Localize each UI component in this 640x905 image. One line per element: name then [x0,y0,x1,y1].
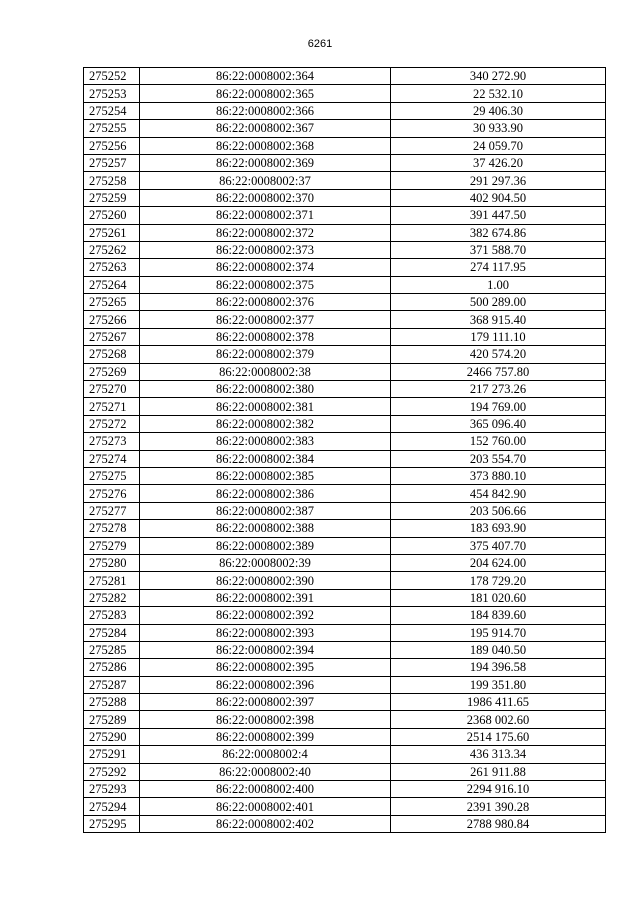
table-row [84,120,606,137]
row-number-cell: 275288 [84,694,140,711]
cadastral-number-cell: 86:22:0008002:380 [140,381,391,398]
cadastral-number-cell: 86:22:0008002:396 [140,676,391,693]
row-number-cell: 275280 [84,554,140,571]
row-number-cell: 275275 [84,467,140,484]
row-number-cell: 275286 [84,659,140,676]
cadastral-number-cell: 86:22:0008002:395 [140,659,391,676]
cadastral-value-cell: 420 574.20 [391,346,606,363]
table-row [84,102,606,119]
cadastral-number-cell: 86:22:0008002:401 [140,798,391,815]
table-row [84,450,606,467]
table-row [84,746,606,763]
cadastral-number-cell: 86:22:0008002:379 [140,346,391,363]
cadastral-value-cell: 217 273.26 [391,381,606,398]
cadastral-value-cell: 382 674.86 [391,224,606,241]
table-row [84,641,606,658]
row-number-cell: 275253 [84,85,140,102]
table-row [84,485,606,502]
cadastral-number-cell: 86:22:0008002:40 [140,763,391,780]
cadastral-value-cell: 371 588.70 [391,241,606,258]
table-row [84,381,606,398]
row-number-cell: 275261 [84,224,140,241]
row-number-cell: 275270 [84,381,140,398]
cadastral-number-cell: 86:22:0008002:37 [140,172,391,189]
table-row [84,676,606,693]
cadastral-number-cell: 86:22:0008002:371 [140,207,391,224]
cadastral-number-cell: 86:22:0008002:375 [140,276,391,293]
table-row [84,68,606,85]
row-number-cell: 275273 [84,433,140,450]
cadastral-value-cell: 194 769.00 [391,398,606,415]
row-number-cell: 275268 [84,346,140,363]
cadastral-value-cell: 183 693.90 [391,520,606,537]
row-number-cell: 275269 [84,363,140,380]
cadastral-value-cell: 261 911.88 [391,763,606,780]
cadastral-value-cell: 274 117.95 [391,259,606,276]
cadastral-value-cell: 454 842.90 [391,485,606,502]
cadastral-value-table [83,67,606,833]
row-number-cell: 275274 [84,450,140,467]
row-number-cell: 275281 [84,572,140,589]
table-row [84,467,606,484]
row-number-cell: 275290 [84,728,140,745]
row-number-cell: 275252 [84,68,140,85]
cadastral-number-cell: 86:22:0008002:381 [140,398,391,415]
table-row [84,189,606,206]
row-number-cell: 275272 [84,415,140,432]
row-number-cell: 275276 [84,485,140,502]
table-row [84,311,606,328]
table-row [84,259,606,276]
row-number-cell: 275278 [84,520,140,537]
row-number-cell: 275291 [84,746,140,763]
cadastral-number-cell: 86:22:0008002:4 [140,746,391,763]
row-number-cell: 275262 [84,241,140,258]
row-number-cell: 275277 [84,502,140,519]
cadastral-value-cell: 22 532.10 [391,85,606,102]
cadastral-number-cell: 86:22:0008002:369 [140,154,391,171]
row-number-cell: 275287 [84,676,140,693]
cadastral-value-cell: 37 426.20 [391,154,606,171]
table-row [84,207,606,224]
row-number-cell: 275283 [84,607,140,624]
cadastral-number-cell: 86:22:0008002:39 [140,554,391,571]
table-row [84,224,606,241]
cadastral-value-cell: 30 933.90 [391,120,606,137]
cadastral-number-cell: 86:22:0008002:376 [140,294,391,311]
table-row [84,433,606,450]
table-row [84,537,606,554]
table-row [84,154,606,171]
cadastral-value-cell: 391 447.50 [391,207,606,224]
cadastral-value-cell: 178 729.20 [391,572,606,589]
row-number-cell: 275295 [84,815,140,832]
page-number: 6261 [307,38,333,50]
cadastral-value-cell: 195 914.70 [391,624,606,641]
row-number-cell: 275264 [84,276,140,293]
table-row [84,520,606,537]
row-number-cell: 275260 [84,207,140,224]
row-number-cell: 275279 [84,537,140,554]
table-row [84,398,606,415]
cadastral-number-cell: 86:22:0008002:377 [140,311,391,328]
cadastral-value-cell: 199 351.80 [391,676,606,693]
cadastral-number-cell: 86:22:0008002:390 [140,572,391,589]
cadastral-value-cell: 2368 002.60 [391,711,606,728]
table-row [84,589,606,606]
cadastral-value-cell: 204 624.00 [391,554,606,571]
row-number-cell: 275258 [84,172,140,189]
cadastral-number-cell: 86:22:0008002:400 [140,781,391,798]
cadastral-value-cell: 375 407.70 [391,537,606,554]
row-number-cell: 275289 [84,711,140,728]
row-number-cell: 275255 [84,120,140,137]
cadastral-number-cell: 86:22:0008002:384 [140,450,391,467]
cadastral-value-cell: 291 297.36 [391,172,606,189]
row-number-cell: 275256 [84,137,140,154]
cadastral-number-cell: 86:22:0008002:382 [140,415,391,432]
cadastral-value-cell: 2514 175.60 [391,728,606,745]
row-number-cell: 275285 [84,641,140,658]
cadastral-value-cell: 2391 390.28 [391,798,606,815]
cadastral-value-cell: 29 406.30 [391,102,606,119]
table-row [84,659,606,676]
table-row [84,781,606,798]
cadastral-number-cell: 86:22:0008002:392 [140,607,391,624]
cadastral-value-cell: 179 111.10 [391,328,606,345]
table-row [84,172,606,189]
row-number-cell: 275282 [84,589,140,606]
cadastral-value-cell: 402 904.50 [391,189,606,206]
row-number-cell: 275266 [84,311,140,328]
cadastral-value-cell: 1.00 [391,276,606,293]
table-row [84,276,606,293]
table-row [84,346,606,363]
cadastral-number-cell: 86:22:0008002:394 [140,641,391,658]
cadastral-number-cell: 86:22:0008002:399 [140,728,391,745]
cadastral-number-cell: 86:22:0008002:385 [140,467,391,484]
row-number-cell: 275271 [84,398,140,415]
table-row [84,711,606,728]
cadastral-number-cell: 86:22:0008002:386 [140,485,391,502]
table-row [84,241,606,258]
cadastral-number-cell: 86:22:0008002:397 [140,694,391,711]
cadastral-number-cell: 86:22:0008002:391 [140,589,391,606]
table-row [84,363,606,380]
cadastral-value-cell: 203 506.66 [391,502,606,519]
table-row [84,607,606,624]
cadastral-number-cell: 86:22:0008002:373 [140,241,391,258]
cadastral-number-cell: 86:22:0008002:374 [140,259,391,276]
cadastral-number-cell: 86:22:0008002:368 [140,137,391,154]
row-number-cell: 275257 [84,154,140,171]
cadastral-value-cell: 24 059.70 [391,137,606,154]
table-row [84,415,606,432]
table-row [84,624,606,641]
cadastral-value-cell: 194 396.58 [391,659,606,676]
row-number-cell: 275292 [84,763,140,780]
cadastral-number-cell: 86:22:0008002:388 [140,520,391,537]
row-number-cell: 275254 [84,102,140,119]
row-number-cell: 275267 [84,328,140,345]
cadastral-value-cell: 373 880.10 [391,467,606,484]
cadastral-value-cell: 500 289.00 [391,294,606,311]
cadastral-value-cell: 436 313.34 [391,746,606,763]
cadastral-number-cell: 86:22:0008002:398 [140,711,391,728]
cadastral-value-cell: 181 020.60 [391,589,606,606]
table-row [84,328,606,345]
cadastral-value-cell: 368 915.40 [391,311,606,328]
cadastral-number-cell: 86:22:0008002:402 [140,815,391,832]
cadastral-number-cell: 86:22:0008002:387 [140,502,391,519]
table-body [84,68,606,833]
row-number-cell: 275259 [84,189,140,206]
cadastral-value-cell: 1986 411.65 [391,694,606,711]
table-row [84,572,606,589]
cadastral-number-cell: 86:22:0008002:372 [140,224,391,241]
cadastral-number-cell: 86:22:0008002:389 [140,537,391,554]
row-number-cell: 275284 [84,624,140,641]
table-row [84,728,606,745]
cadastral-value-cell: 2466 757.80 [391,363,606,380]
table-row [84,815,606,832]
cadastral-value-cell: 184 839.60 [391,607,606,624]
cadastral-number-cell: 86:22:0008002:383 [140,433,391,450]
cadastral-table-container [83,67,606,833]
cadastral-number-cell: 86:22:0008002:365 [140,85,391,102]
table-row [84,554,606,571]
row-number-cell: 275263 [84,259,140,276]
cadastral-number-cell: 86:22:0008002:393 [140,624,391,641]
table-row [84,137,606,154]
row-number-cell: 275293 [84,781,140,798]
cadastral-number-cell: 86:22:0008002:378 [140,328,391,345]
table-row [84,502,606,519]
cadastral-number-cell: 86:22:0008002:370 [140,189,391,206]
cadastral-number-cell: 86:22:0008002:366 [140,102,391,119]
table-row [84,85,606,102]
cadastral-number-cell: 86:22:0008002:364 [140,68,391,85]
cadastral-value-cell: 2294 916.10 [391,781,606,798]
row-number-cell: 275294 [84,798,140,815]
cadastral-number-cell: 86:22:0008002:38 [140,363,391,380]
table-row [84,798,606,815]
cadastral-value-cell: 152 760.00 [391,433,606,450]
table-row [84,694,606,711]
cadastral-value-cell: 189 040.50 [391,641,606,658]
table-row [84,763,606,780]
cadastral-number-cell: 86:22:0008002:367 [140,120,391,137]
cadastral-value-cell: 340 272.90 [391,68,606,85]
cadastral-value-cell: 2788 980.84 [391,815,606,832]
cadastral-value-cell: 365 096.40 [391,415,606,432]
cadastral-value-cell: 203 554.70 [391,450,606,467]
row-number-cell: 275265 [84,294,140,311]
table-row [84,294,606,311]
